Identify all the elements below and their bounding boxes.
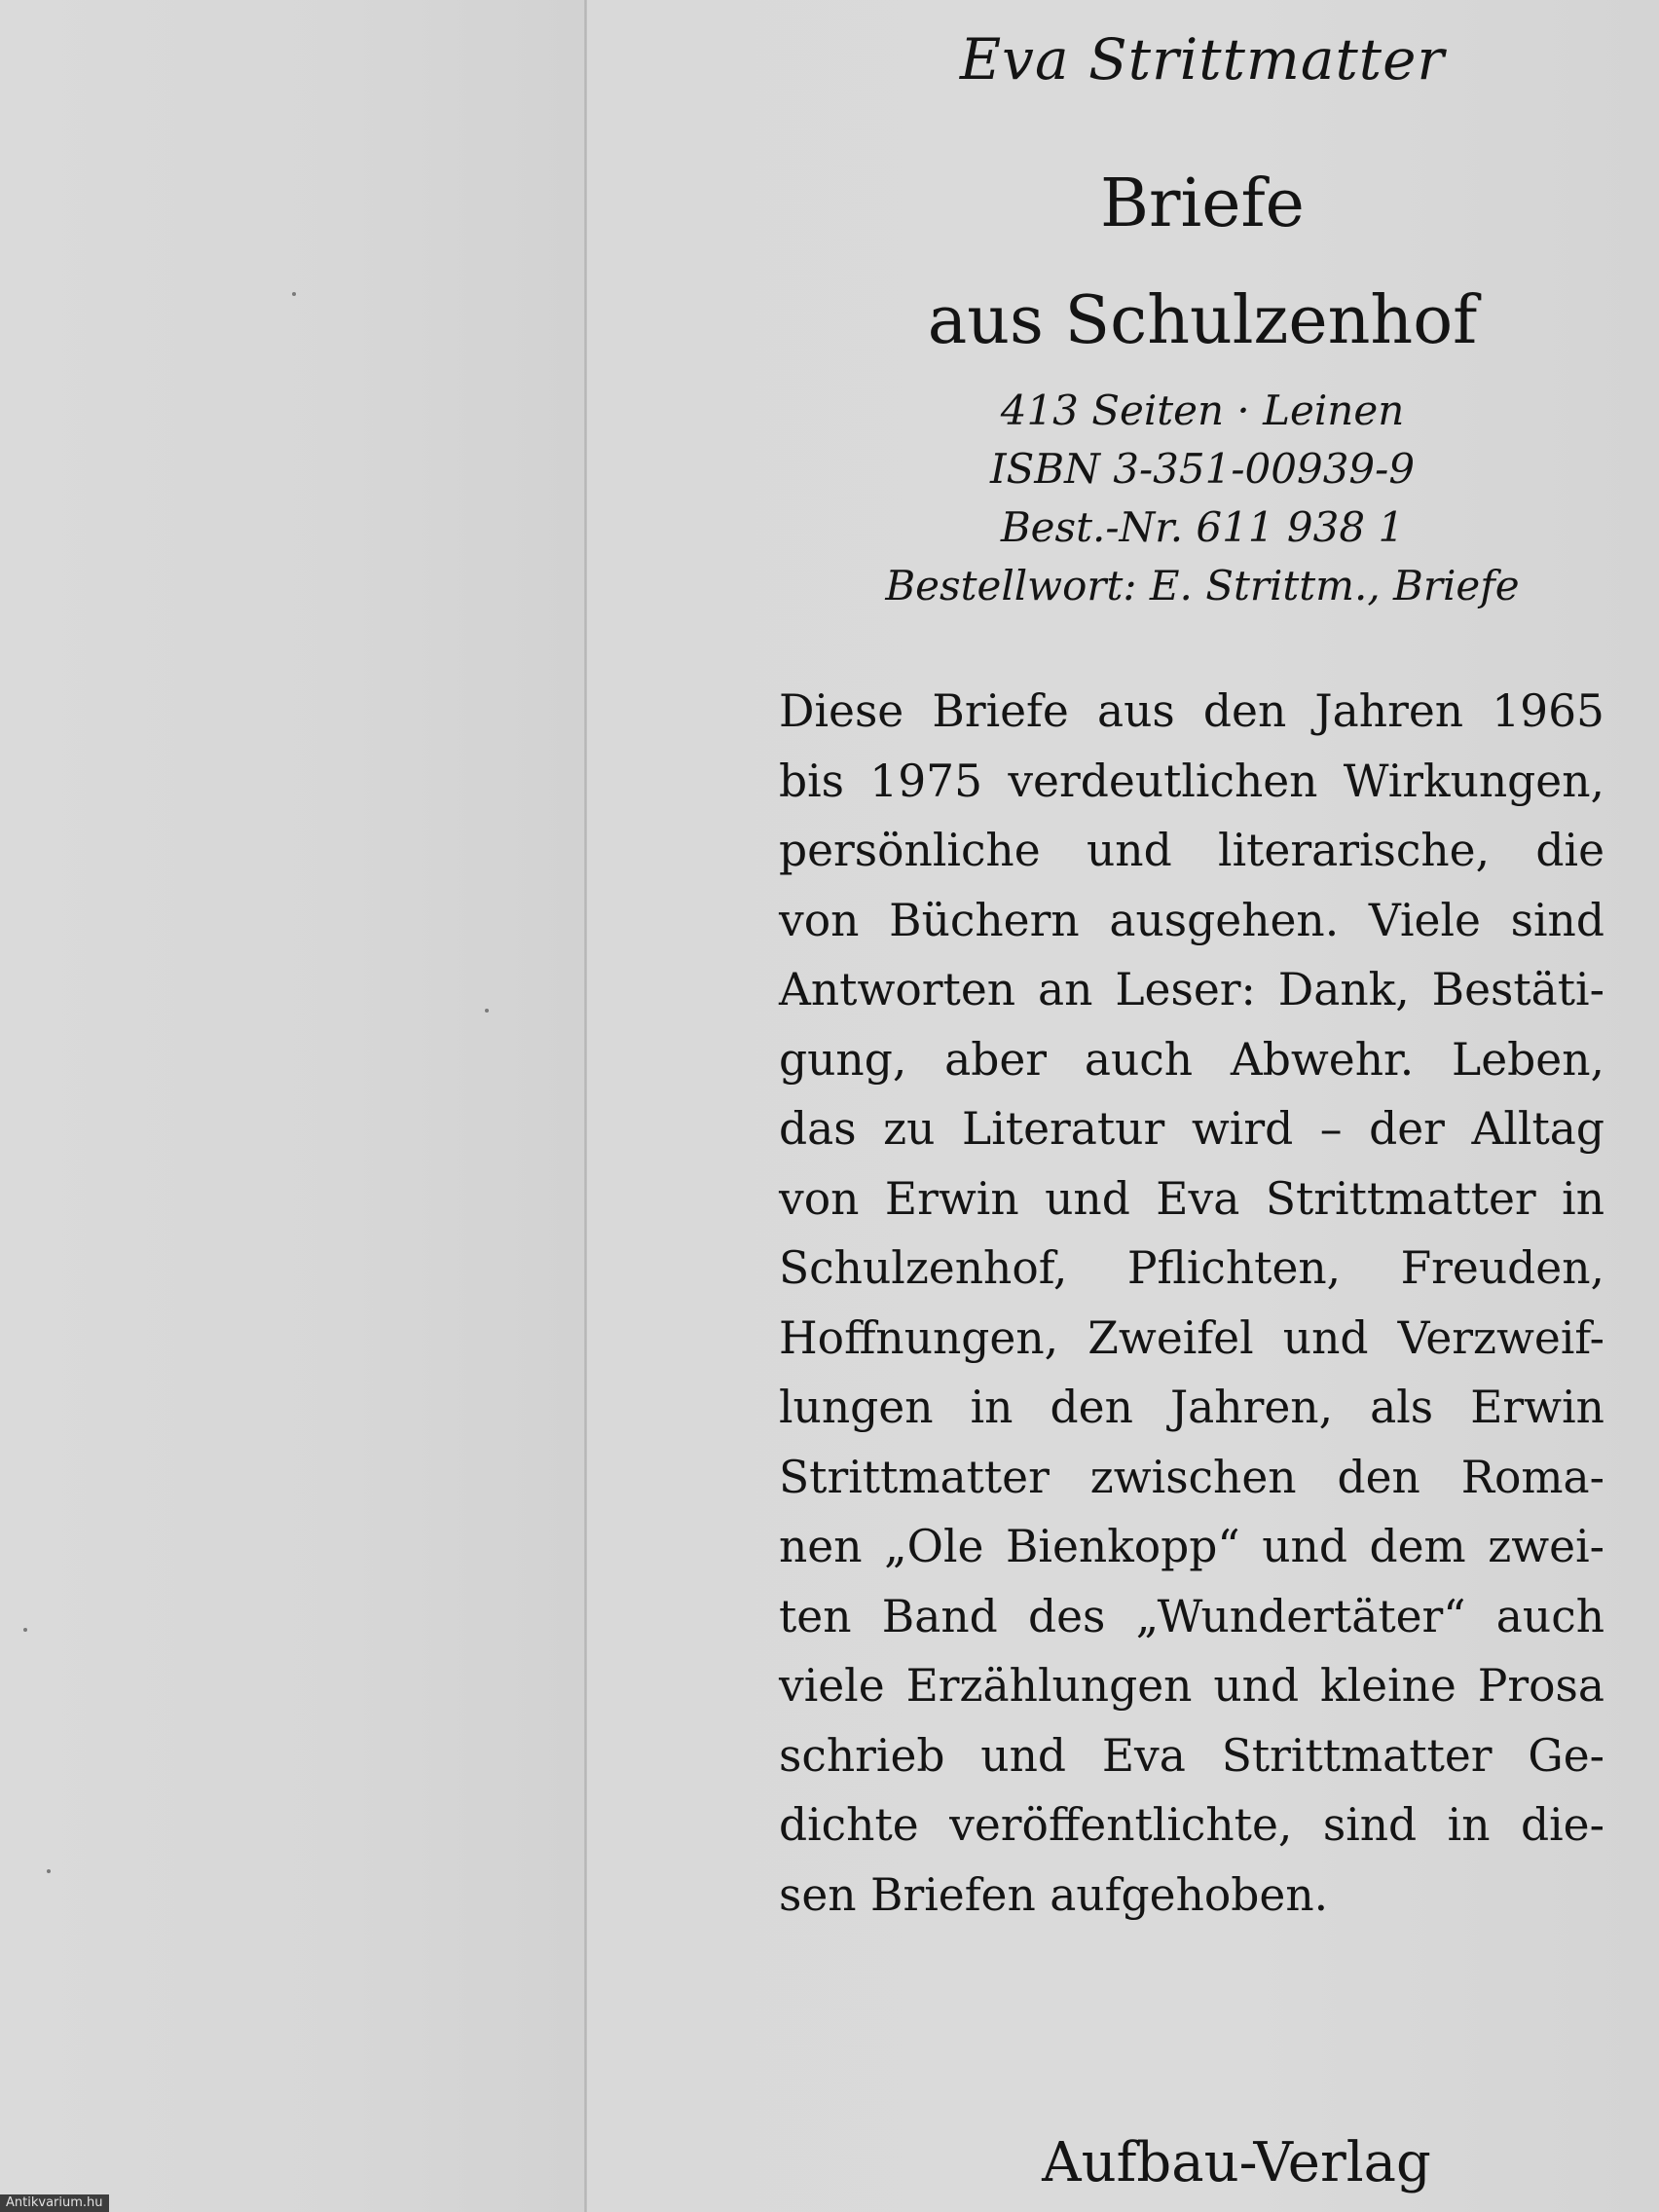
blurb-line: Strittmatter zwischen den Roma- bbox=[779, 1451, 1604, 1503]
isbn: ISBN 3-351-00939-9 bbox=[989, 445, 1416, 493]
left-page bbox=[0, 0, 584, 2212]
blurb-line: bis 1975 verdeutlichen Wirkungen, bbox=[779, 755, 1604, 807]
blurb-text bbox=[779, 677, 1604, 1930]
blurb-line: viele Erzählungen und kleine Prosa bbox=[779, 1660, 1604, 1712]
blurb-line: Hoffnungen, Zweifel und Verzweif- bbox=[779, 1311, 1604, 1364]
blurb-line: ten Band des „Wundertäter“ auch bbox=[779, 1590, 1604, 1642]
blurb-line: dichte veröffentlichte, sind in die- bbox=[779, 1799, 1604, 1851]
paper-speck bbox=[485, 1009, 489, 1013]
book-title-line-2: aus Schulzenhof bbox=[927, 282, 1478, 359]
publisher-name: Aufbau-Verlag bbox=[1042, 2131, 1431, 2194]
order-word: Bestellwort: E. Strittm., Briefe bbox=[885, 562, 1520, 609]
page-count: 413 Seiten · Leinen bbox=[1000, 387, 1405, 434]
paper-speck bbox=[23, 1628, 27, 1632]
blurb-line: Diese Briefe aus den Jahren 1965 bbox=[779, 685, 1604, 737]
blurb-line: nen „Ole Bienkopp“ und dem zwei- bbox=[779, 1521, 1604, 1572]
blurb-line: von Erwin und Eva Strittmatter in bbox=[779, 1172, 1604, 1225]
book-title bbox=[808, 146, 1597, 380]
watermark: Antikvarium.hu bbox=[0, 2194, 109, 2212]
blurb-line: Antworten an Leser: Dank, Bestäti- bbox=[779, 964, 1604, 1015]
order-number: Best.-Nr. 611 938 1 bbox=[1000, 503, 1405, 551]
blurb-line: Schulzenhof, Pflichten, Freuden, bbox=[779, 1242, 1604, 1294]
book-title-line-1: Briefe bbox=[1100, 166, 1305, 242]
blurb-line: schrieb und Eva Strittmatter Ge- bbox=[779, 1729, 1604, 1782]
paper-speck bbox=[47, 1869, 51, 1873]
blurb-line: sen Briefen aufgehoben. bbox=[779, 1868, 1329, 1921]
blurb-line: gung, aber auch Abwehr. Leben, bbox=[779, 1033, 1604, 1086]
book-details bbox=[808, 382, 1597, 615]
blurb-line: von Büchern ausgehen. Viele sind bbox=[779, 894, 1604, 946]
blurb-line: das zu Literatur wird – der Alltag bbox=[779, 1103, 1604, 1155]
author-name: Eva Strittmatter bbox=[959, 26, 1446, 92]
paper-speck bbox=[292, 292, 296, 296]
blurb-line: persönliche und literarische, die bbox=[779, 825, 1604, 876]
blurb-line: lungen in den Jahren, als Erwin bbox=[779, 1382, 1604, 1433]
